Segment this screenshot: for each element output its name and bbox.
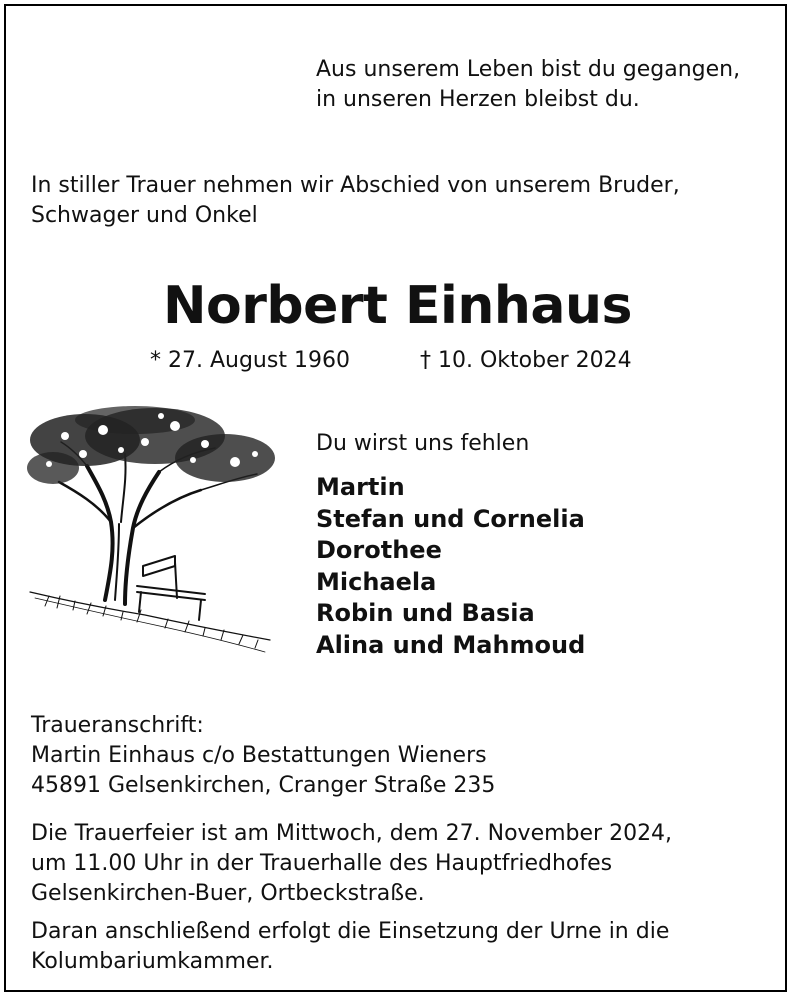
ceremony-line: Gelsenkirchen-Buer, Ortbeckstraße. [31,881,425,906]
mourner-name: Martin [316,473,405,501]
mourners-intro: Du wirst uns fehlen [316,431,530,456]
mourner-name: Dorothee [316,536,442,564]
address-line: Martin Einhaus c/o Bestattungen Wieners [31,743,487,768]
deceased-name: Norbert Einhaus [163,276,632,336]
death-date: † 10. Oktober 2024 [420,348,632,373]
mourners-list [316,472,585,661]
urn-line: Kolumbariumkammer. [31,949,274,974]
mourner-name: Robin und Basia [316,599,535,627]
quote-line: in unseren Herzen bleibst du. [316,87,640,112]
mourning-address [31,711,495,801]
mourner-name: Michaela [316,567,437,596]
address-line: 45891 Gelsenkirchen, Cranger Straße 235 [31,773,496,798]
ceremony-line: um 11.00 Uhr in der Trauerhalle des Hauptfriedhofes [31,851,613,876]
birth-date: * 27. August 1960 [150,348,350,373]
intro-text [31,171,680,231]
urn-info [31,917,669,977]
ceremony-info [31,819,672,909]
memorial-quote [316,55,740,115]
address-line: Traueranschrift: [31,713,204,738]
intro-line: Schwager und Onkel [31,203,258,228]
quote-line: Aus unserem Leben bist du gegangen, [316,57,741,82]
tree-and-bench-illustration [25,400,280,675]
ceremony-line: Die Trauerfeier ist am Mittwoch, dem 27. November 2024, [31,821,673,846]
urn-line: Daran anschließend erfolgt die Einsetzung der Urne in die [31,919,670,944]
intro-line: In stiller Trauer nehmen wir Abschied von unserem Bruder, [31,173,680,198]
mourner-name: Stefan und Cornelia [316,504,585,533]
mourner-name: Alina und Mahmoud [316,630,586,659]
